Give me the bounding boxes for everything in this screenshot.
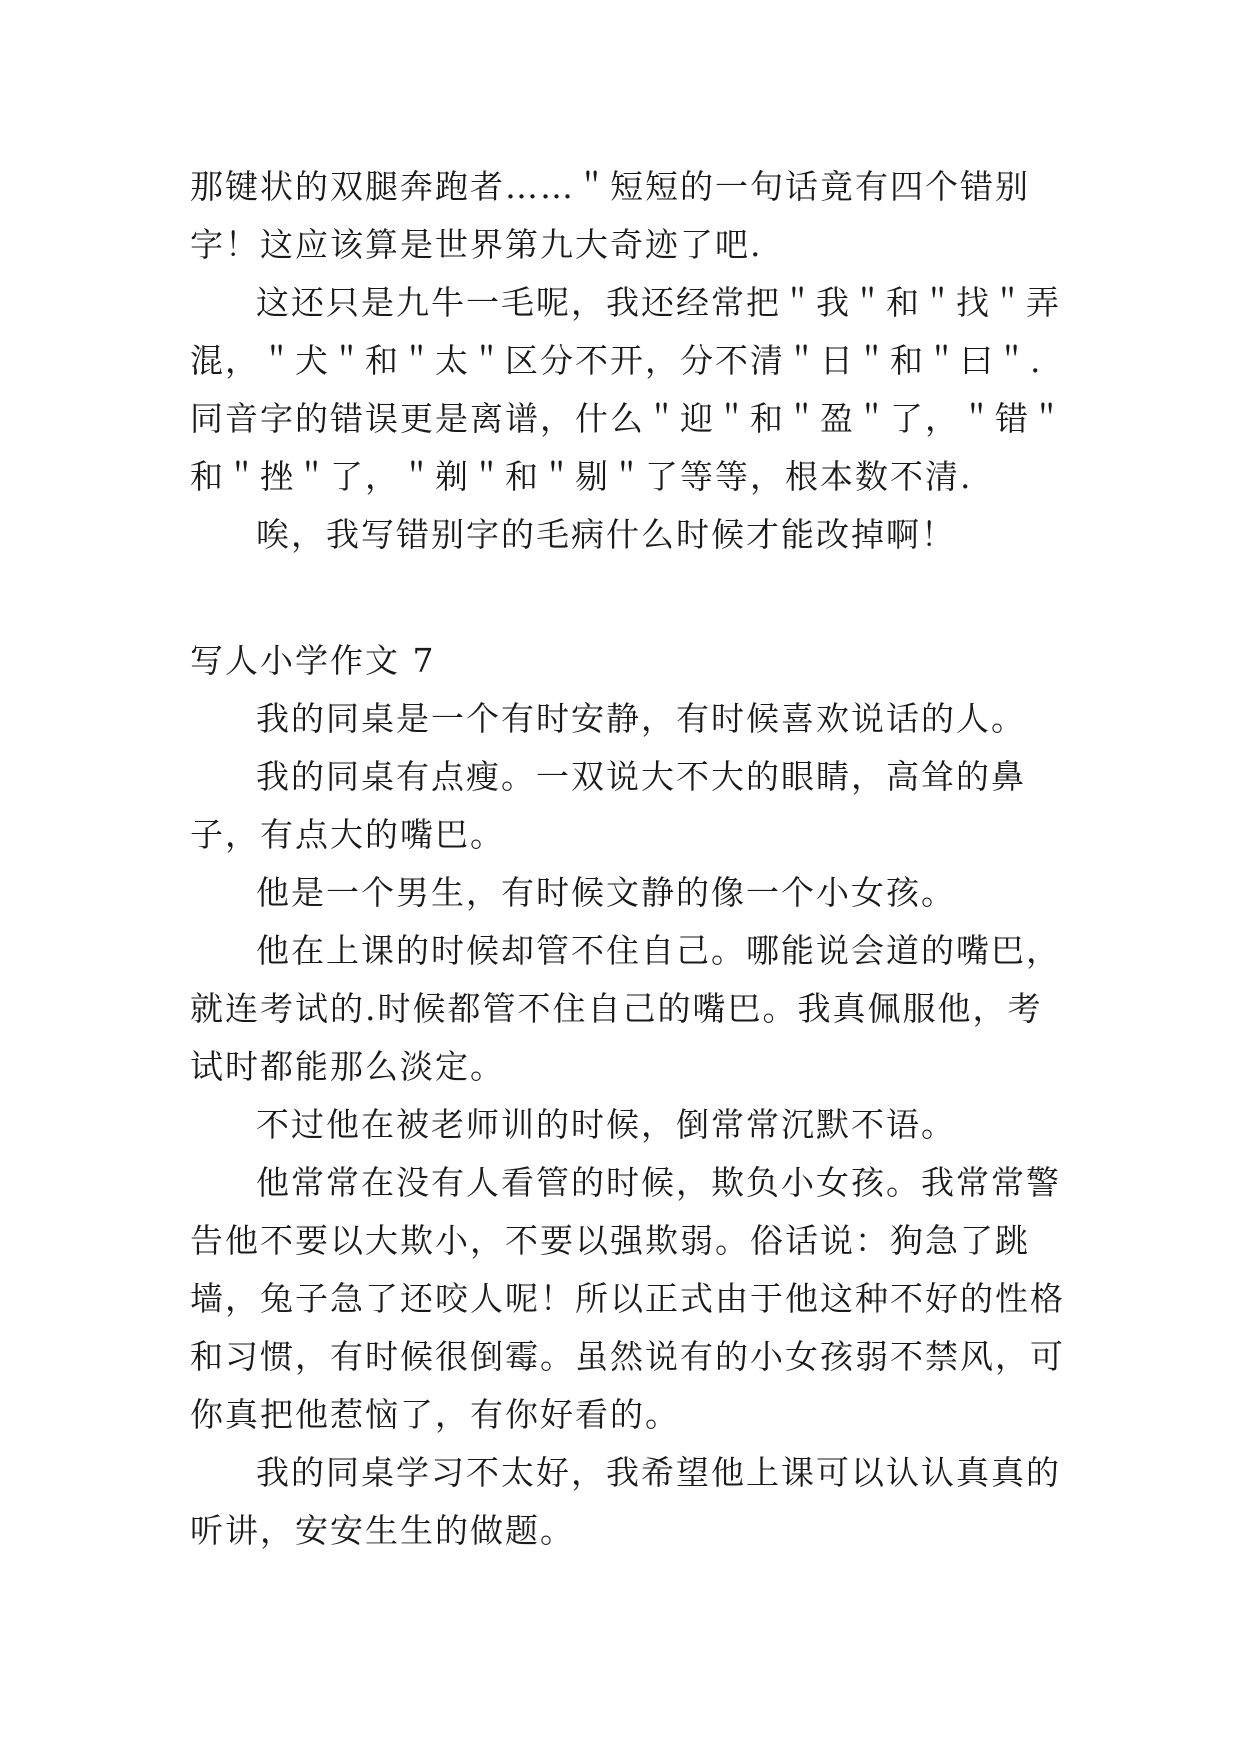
section-title: 写人小学作文 7 [190, 641, 436, 680]
paragraph-continued-2: 这还只是九牛一毛呢，我还经常把＂我＂和＂找＂弄混，＂犬＂和＂太＂区分不开，分不清＂日＂和＂曰＂.同音字的错误更是离谱，什么＂迎＂和＂盈＂了，＂错＂和＂挫＂了，＂剃＂和＂剔＂了等等，根本数不清. [190, 283, 1065, 496]
paragraph-2: 我的同桌有点瘦。一双说大不大的眼睛，高耸的鼻子，有点大的嘴巴。 [190, 757, 1026, 854]
paragraph-5: 不过他在被老师训的时候，倒常常沉默不语。 [256, 1105, 956, 1144]
paragraph-4: 他在上课的时候却管不住自己。哪能说会道的嘴巴，就连考试的.时候都管不住自己的嘴巴。我真佩服他，考试时都能那么淡定。 [190, 931, 1061, 1086]
document-body [190, 158, 1070, 1560]
paragraph-3: 他是一个男生，有时候文静的像一个小女孩。 [256, 873, 956, 912]
paragraph-6: 他常常在没有人看管的时候，欺负小女孩。我常常警告他不要以大欺小，不要以强欺弱。俗话说：狗急了跳墙，兔子急了还咬人呢！所以正式由于他这种不好的性格和习惯，有时候很倒霉。虽然说有的小女孩弱不禁风，可你真把他惹恼了，有你好看的。 [190, 1163, 1065, 1434]
paragraph-7: 我的同桌学习不太好，我希望他上课可以认认真真的听讲，安安生生的做题。 [190, 1453, 1061, 1550]
paragraph-continued-3: 唉，我写错别字的毛病什么时候才能改掉啊！ [256, 515, 956, 554]
paragraph-continued-1: 那键状的双腿奔跑者……＂短短的一句话竟有四个错别字！这应该算是世界第九大奇迹了吧. [190, 167, 1030, 264]
paragraph-1: 我的同桌是一个有时安静，有时候喜欢说话的人。 [256, 699, 1026, 738]
